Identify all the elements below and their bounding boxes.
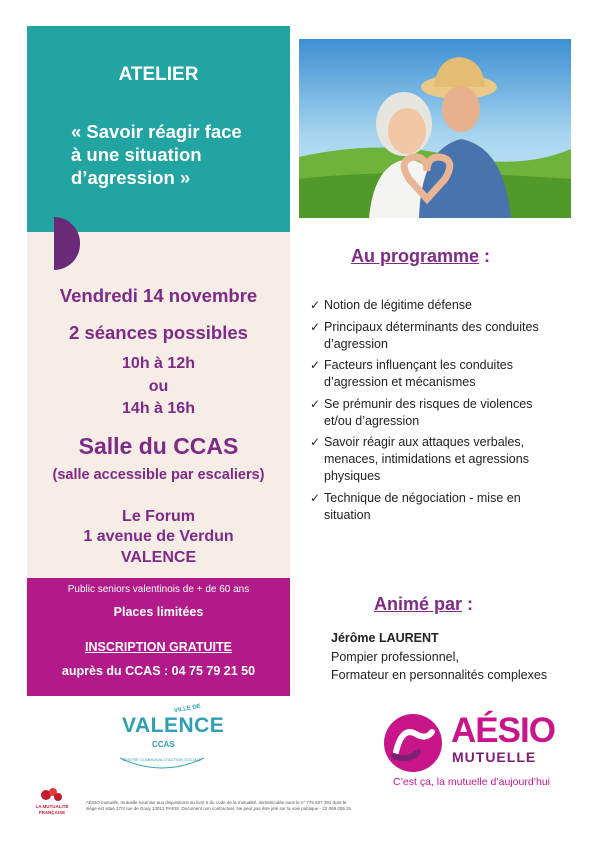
aesio-logo-mark <box>382 712 444 774</box>
checkmark-icon: ✓ <box>310 319 321 334</box>
subtitle-line: d’agression » <box>71 167 191 188</box>
checkmark-icon: ✓ <box>310 358 321 372</box>
workshop-subtitle <box>71 120 291 189</box>
time-or: ou <box>148 378 169 395</box>
animator-heading-text: Animé par <box>374 594 463 614</box>
item-line: Se prémunir des risques de violences <box>324 396 533 411</box>
animator-role-2: Formateur en personnalités complexes <box>331 668 548 682</box>
list-item <box>310 490 572 524</box>
atelier-title: ATELIER <box>118 64 199 85</box>
item-line: Facteurs influençant les conduites <box>324 358 513 372</box>
valence-ccas-logo <box>116 700 225 772</box>
address-line-2: 1 avenue de Verdun <box>83 528 234 545</box>
list-item <box>310 319 572 353</box>
item-line: d’agression <box>324 336 388 351</box>
aesio-wordmark: AÉSIO <box>451 711 555 750</box>
item-line: d’agression et mécanismes <box>324 375 476 389</box>
checkmark-icon: ✓ <box>310 490 321 505</box>
checkmark-icon: ✓ <box>310 396 321 411</box>
sessions-count: 2 séances possibles <box>69 322 248 343</box>
audience-text: Public seniors valentinois de + de 60 ans <box>67 584 250 595</box>
mutualite-line-1: LA MUTUALITÉ <box>35 804 69 809</box>
valence-wordmark: VALENCE <box>122 714 225 737</box>
time-slot-1: 10h à 12h <box>122 355 195 372</box>
item-line: physiques <box>324 469 381 483</box>
animator-name: Jérôme LAURENT <box>331 631 439 645</box>
time-slot-2: 14h à 16h <box>122 400 195 417</box>
legal-line: AÉSIO mutuelle, mutuelle soumise aux dispositions du livre II du code de la mutualité, immatriculée sous le n° 775 627 391 dont le <box>86 800 347 805</box>
list-item <box>310 357 572 391</box>
valence-small-label: VILLE DE <box>173 703 202 715</box>
item-line: Technique de négociation - mise en <box>324 490 521 505</box>
mutualite-francaise-logo <box>34 786 70 822</box>
animator-role-1: Pompier professionnel, <box>331 650 459 664</box>
registration-contact: auprès du CCAS : 04 75 79 21 50 <box>61 664 256 678</box>
free-registration: INSCRIPTION GRATUITE <box>85 640 232 654</box>
venue-name: Salle du CCAS <box>78 433 239 459</box>
seniors-photo <box>299 39 571 218</box>
program-heading-colon: : <box>479 246 491 266</box>
checkmark-icon: ✓ <box>310 298 321 312</box>
address-line-1: Le Forum <box>122 508 195 525</box>
animator-heading-colon: : <box>462 594 474 614</box>
ccas-full-name: CENTRE COMMUNAL D’ACTION SOCIALE <box>122 757 202 762</box>
program-list <box>310 297 572 528</box>
legal-line: siège est situé 17/3 rue de Gouy 13012 PARIS. Document non contractuel. Ne peut pas être jeté sur la voie publique - 23 069 005 31 <box>86 805 352 811</box>
list-item <box>310 297 572 314</box>
item-line: situation <box>324 507 371 522</box>
header-panel <box>27 26 290 232</box>
animator-heading <box>374 594 473 615</box>
legal-notice <box>86 800 386 811</box>
subtitle-line: « Savoir réagir face <box>71 121 242 142</box>
item-line: menaces, intimidations et agressions <box>324 452 529 466</box>
item-line: Principaux déterminants des conduites <box>324 319 539 334</box>
item-line: Notion de légitime défense <box>324 298 473 312</box>
city: VALENCE <box>120 549 197 566</box>
program-heading-text: Au programme <box>351 246 480 266</box>
places-limited: Places limitées <box>113 605 204 619</box>
registration-box <box>27 578 290 696</box>
aesio-mutuelle-label: MUTUELLE <box>452 749 537 765</box>
checkmark-icon: ✓ <box>310 435 321 449</box>
item-line: Savoir réagir aux attaques verbales, <box>324 435 525 449</box>
list-item <box>310 396 572 430</box>
event-date: Vendredi 14 novembre <box>59 285 258 306</box>
aesio-tagline: C’est ça, la mutuelle d’aujourd’hui <box>393 776 551 788</box>
mutualite-line-2: FRANÇAISE <box>38 810 66 815</box>
item-line: et/ou d’agression <box>324 413 420 428</box>
list-item <box>310 434 572 485</box>
program-heading <box>351 246 490 267</box>
subtitle-line: à une situation <box>71 144 202 165</box>
venue-note: (salle accessible par escaliers) <box>52 467 265 483</box>
ccas-label: CCAS <box>152 740 175 749</box>
